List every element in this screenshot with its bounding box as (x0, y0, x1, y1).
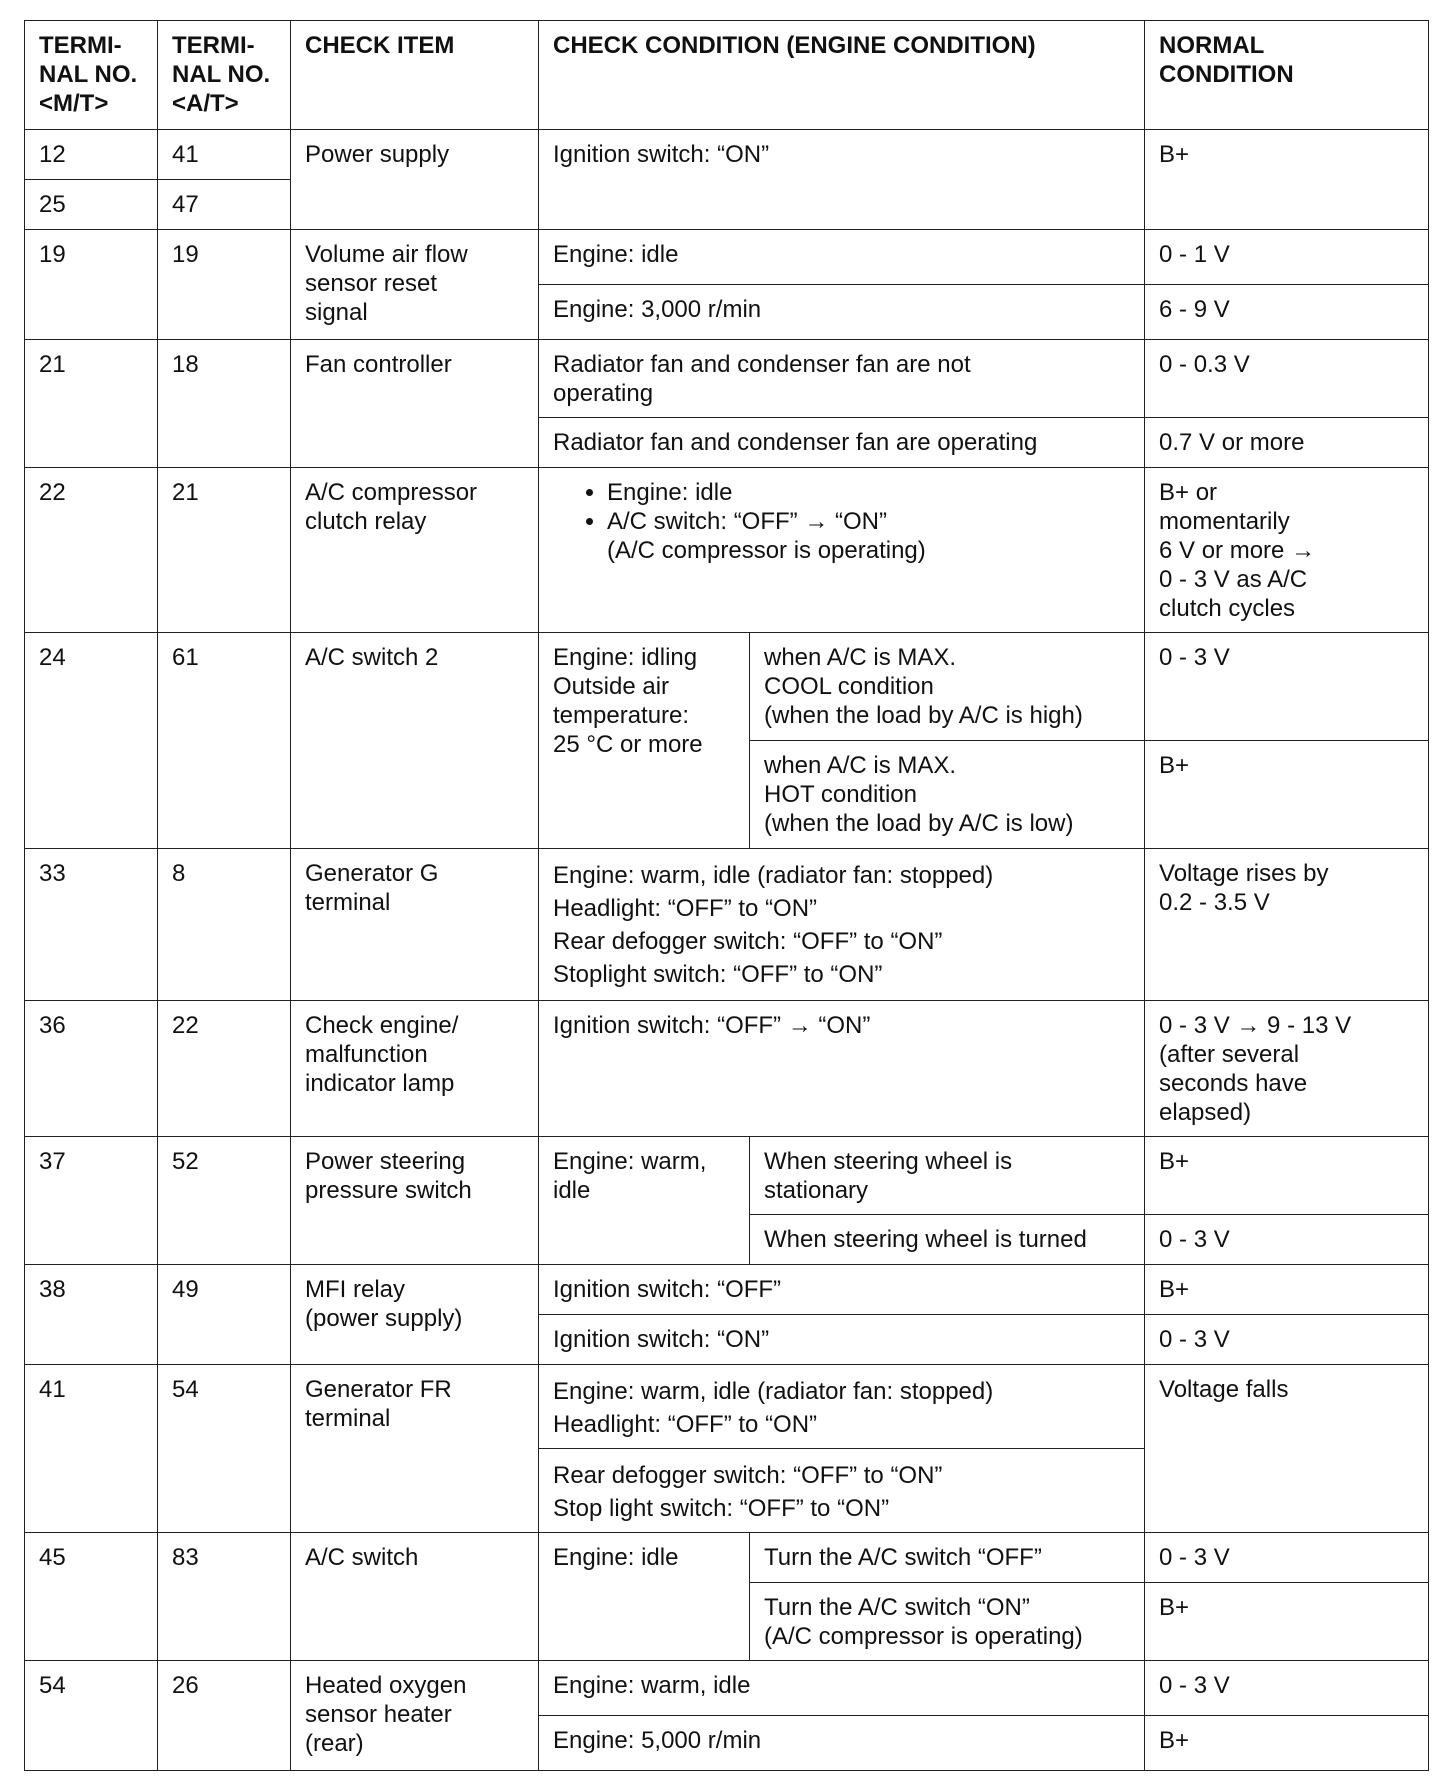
table-row (25, 849, 1429, 1001)
table-row (25, 1533, 1429, 1583)
list-item: • Engine: idle (607, 478, 1134, 507)
check-condition: Engine: idle (539, 1533, 750, 1661)
terminal-at: 22 (158, 1001, 291, 1137)
check-item: A/C switch 2 (291, 633, 539, 849)
check-condition: Ignition switch: “OFF” (539, 1265, 1145, 1315)
terminal-mt: 22 (25, 468, 158, 633)
normal-condition: Voltage rises by 0.2 - 3.5 V (1145, 849, 1429, 1001)
normal-condition: 0.7 V or more (1145, 418, 1429, 468)
table-row (25, 230, 1429, 285)
normal-condition: 0 - 3 V (1145, 1533, 1429, 1583)
normal-condition: B+ (1145, 130, 1429, 230)
table-row (25, 1265, 1429, 1315)
check-condition: Rear defogger switch: “OFF” to “ON” Stop light switch: “OFF” to “ON” (539, 1449, 1145, 1533)
check-subcondition: When steering wheel is stationary (750, 1137, 1145, 1215)
table-row (25, 1365, 1429, 1449)
normal-condition: B+ (1145, 1265, 1429, 1315)
check-item: A/C compressor clutch relay (291, 468, 539, 633)
terminal-mt: 41 (25, 1365, 158, 1533)
check-item: Heated oxygen sensor heater (rear) (291, 1661, 539, 1771)
header-terminal-mt: TERMI- NAL NO. <M/T> (25, 21, 158, 130)
terminal-mt: 25 (25, 180, 158, 230)
check-condition: Engine: idle (539, 230, 1145, 285)
normal-condition: B+ (1145, 1716, 1429, 1771)
check-subcondition: When steering wheel is turned (750, 1215, 1145, 1265)
terminal-mt: 37 (25, 1137, 158, 1265)
normal-condition: 0 - 3 V (1145, 1315, 1429, 1365)
header-check-condition: CHECK CONDITION (ENGINE CONDITION) (539, 21, 1145, 130)
check-condition (539, 468, 1145, 633)
table-row (25, 1661, 1429, 1716)
terminal-at: 8 (158, 849, 291, 1001)
normal-condition: 0 - 3 V (1145, 633, 1429, 741)
check-condition: Radiator fan and condenser fan are operating (539, 418, 1145, 468)
check-item: A/C switch (291, 1533, 539, 1661)
terminal-at: 61 (158, 633, 291, 849)
list-item: • A/C switch: “OFF” → “ON” (A/C compressor is operating) (607, 507, 1134, 565)
normal-condition: 0 - 3 V → 9 - 13 V (after several seconds have elapsed) (1145, 1001, 1429, 1137)
terminal-mt: 38 (25, 1265, 158, 1365)
condition-bullet-list (553, 478, 1134, 565)
terminal-at: 47 (158, 180, 291, 230)
check-condition: Ignition switch: “ON” (539, 130, 1145, 230)
terminal-at: 26 (158, 1661, 291, 1771)
check-item: Power steering pressure switch (291, 1137, 539, 1265)
check-condition: Radiator fan and condenser fan are not operating (539, 340, 1145, 418)
normal-condition: 0 - 1 V (1145, 230, 1429, 285)
check-condition: Engine: warm, idle (radiator fan: stopped) Headlight: “OFF” to “ON” Rear defogger switch: “OFF” to “ON” Stoplight switch: “OFF” to “ON” (539, 849, 1145, 1001)
terminal-mt: 45 (25, 1533, 158, 1661)
check-item: Power supply (291, 130, 539, 230)
check-subcondition: Turn the A/C switch “OFF” (750, 1533, 1145, 1583)
terminal-mt: 12 (25, 130, 158, 180)
check-subcondition: Turn the A/C switch “ON” (A/C compressor is operating) (750, 1583, 1145, 1661)
terminal-at: 19 (158, 230, 291, 340)
check-item: Generator G terminal (291, 849, 539, 1001)
table-row (25, 340, 1429, 418)
normal-condition: 0 - 0.3 V (1145, 340, 1429, 418)
check-condition: Ignition switch: “ON” (539, 1315, 1145, 1365)
header-normal-condition: NORMAL CONDITION (1145, 21, 1429, 130)
check-condition: Engine: warm, idle (radiator fan: stopped) Headlight: “OFF” to “ON” (539, 1365, 1145, 1449)
check-condition: Engine: 5,000 r/min (539, 1716, 1145, 1771)
normal-condition: 0 - 3 V (1145, 1661, 1429, 1716)
normal-condition: B+ (1145, 741, 1429, 849)
normal-condition: 0 - 3 V (1145, 1215, 1429, 1265)
check-item: Volume air flow sensor reset signal (291, 230, 539, 340)
check-item: Check engine/ malfunction indicator lamp (291, 1001, 539, 1137)
table-row (25, 1137, 1429, 1215)
terminal-at: 83 (158, 1533, 291, 1661)
terminal-at: 52 (158, 1137, 291, 1265)
terminal-at: 54 (158, 1365, 291, 1533)
table-row (25, 468, 1429, 633)
normal-condition: Voltage falls (1145, 1365, 1429, 1533)
table-row (25, 633, 1429, 741)
check-condition: Engine: warm, idle (539, 1661, 1145, 1716)
normal-condition: B+ (1145, 1137, 1429, 1215)
terminal-mt: 36 (25, 1001, 158, 1137)
header-terminal-at: TERMI- NAL NO. <A/T> (158, 21, 291, 130)
check-condition: Ignition switch: “OFF” → “ON” (539, 1001, 1145, 1137)
check-subcondition: when A/C is MAX. COOL condition (when the load by A/C is high) (750, 633, 1145, 741)
check-subcondition: when A/C is MAX. HOT condition (when the load by A/C is low) (750, 741, 1145, 849)
terminal-at: 49 (158, 1265, 291, 1365)
header-check-item: CHECK ITEM (291, 21, 539, 130)
terminal-mt: 19 (25, 230, 158, 340)
normal-condition: 6 - 9 V (1145, 285, 1429, 340)
terminal-mt: 33 (25, 849, 158, 1001)
terminal-mt: 54 (25, 1661, 158, 1771)
check-condition: Engine: 3,000 r/min (539, 285, 1145, 340)
check-item: Fan controller (291, 340, 539, 468)
normal-condition: B+ (1145, 1583, 1429, 1661)
table-row (25, 130, 1429, 180)
check-item: Generator FR terminal (291, 1365, 539, 1533)
terminal-mt: 21 (25, 340, 158, 468)
check-condition: Engine: idling Outside air temperature: 25 °C or more (539, 633, 750, 849)
terminal-at: 41 (158, 130, 291, 180)
check-condition: Engine: warm, idle (539, 1137, 750, 1265)
normal-condition: B+ or momentarily 6 V or more → 0 - 3 V as A/C clutch cycles (1145, 468, 1429, 633)
header-row (25, 21, 1429, 130)
terminal-check-table (24, 20, 1429, 1771)
terminal-mt: 24 (25, 633, 158, 849)
terminal-at: 21 (158, 468, 291, 633)
terminal-at: 18 (158, 340, 291, 468)
check-item: MFI relay (power supply) (291, 1265, 539, 1365)
table-row (25, 1001, 1429, 1137)
